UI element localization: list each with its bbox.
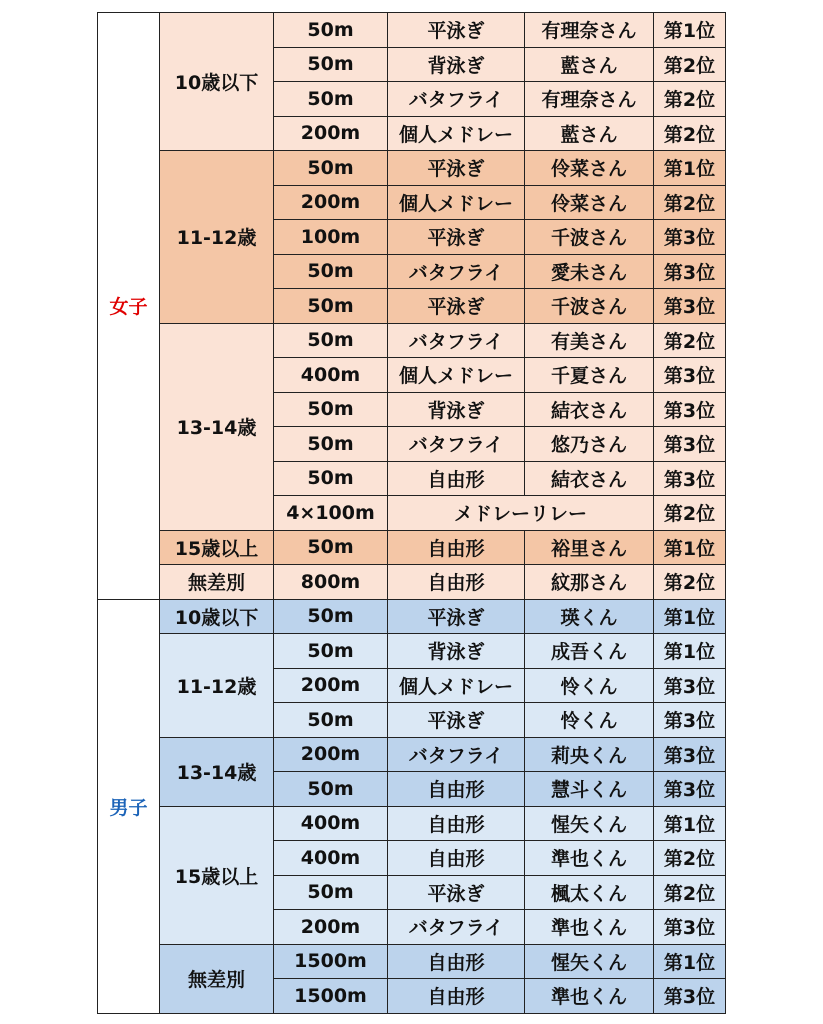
rank-cell: 第3位 bbox=[654, 772, 726, 807]
rank-cell: 第1位 bbox=[654, 13, 726, 48]
distance-cell: 200m bbox=[274, 668, 388, 703]
age-group-label: 13-14歳 bbox=[160, 323, 274, 530]
distance-cell: 50m bbox=[274, 461, 388, 496]
swimmer-name-cell: 裕里さん bbox=[525, 530, 654, 565]
event-cell: 背泳ぎ bbox=[388, 47, 525, 82]
rank-cell: 第1位 bbox=[654, 634, 726, 669]
table-row bbox=[98, 151, 726, 186]
distance-cell: 50m bbox=[274, 47, 388, 82]
swimmer-name-cell: 愛未さん bbox=[525, 254, 654, 289]
rank-cell: 第2位 bbox=[654, 47, 726, 82]
distance-cell: 50m bbox=[274, 13, 388, 48]
distance-cell: 50m bbox=[274, 254, 388, 289]
distance-cell: 400m bbox=[274, 358, 388, 393]
event-cell: 平泳ぎ bbox=[388, 599, 525, 634]
swimmer-name-cell: 紋那さん bbox=[525, 565, 654, 600]
swimmer-name-cell: 悠乃さん bbox=[525, 427, 654, 462]
table-row bbox=[98, 565, 726, 600]
event-cell: 自由形 bbox=[388, 772, 525, 807]
swimmer-name-cell: 伶菜さん bbox=[525, 151, 654, 186]
swimmer-name-cell: 怜くん bbox=[525, 668, 654, 703]
age-group-label: 13-14歳 bbox=[160, 737, 274, 806]
rank-cell: 第3位 bbox=[654, 427, 726, 462]
distance-cell: 50m bbox=[274, 392, 388, 427]
swimmer-name-cell: 結衣さん bbox=[525, 392, 654, 427]
distance-cell: 200m bbox=[274, 910, 388, 945]
distance-cell: 1500m bbox=[274, 979, 388, 1014]
distance-cell: 50m bbox=[274, 875, 388, 910]
rank-cell: 第3位 bbox=[654, 358, 726, 393]
distance-cell: 800m bbox=[274, 565, 388, 600]
age-group-label: 11-12歳 bbox=[160, 634, 274, 738]
age-group-label: 10歳以下 bbox=[160, 13, 274, 151]
rank-cell: 第3位 bbox=[654, 668, 726, 703]
rank-cell: 第3位 bbox=[654, 737, 726, 772]
swimmer-name-cell: 準也くん bbox=[525, 910, 654, 945]
event-cell: 個人メドレー bbox=[388, 668, 525, 703]
rank-cell: 第3位 bbox=[654, 289, 726, 324]
event-cell: 背泳ぎ bbox=[388, 634, 525, 669]
results-body bbox=[98, 13, 726, 1014]
distance-cell: 50m bbox=[274, 427, 388, 462]
distance-cell: 50m bbox=[274, 323, 388, 358]
event-cell: 個人メドレー bbox=[388, 358, 525, 393]
distance-cell: 200m bbox=[274, 185, 388, 220]
distance-cell: 50m bbox=[274, 530, 388, 565]
swimmer-name-cell: 成吾くん bbox=[525, 634, 654, 669]
distance-cell: 50m bbox=[274, 289, 388, 324]
table-row bbox=[98, 323, 726, 358]
event-cell: 平泳ぎ bbox=[388, 13, 525, 48]
rank-cell: 第2位 bbox=[654, 323, 726, 358]
distance-cell: 50m bbox=[274, 634, 388, 669]
event-cell: バタフライ bbox=[388, 82, 525, 117]
table-row bbox=[98, 634, 726, 669]
distance-cell: 4×100m bbox=[274, 496, 388, 531]
distance-cell: 200m bbox=[274, 116, 388, 151]
age-group-label: 11-12歳 bbox=[160, 151, 274, 324]
distance-cell: 400m bbox=[274, 841, 388, 876]
swimmer-name-cell: 準也くん bbox=[525, 979, 654, 1014]
event-cell: バタフライ bbox=[388, 910, 525, 945]
table-row bbox=[98, 530, 726, 565]
results-table bbox=[97, 12, 726, 1014]
rank-cell: 第1位 bbox=[654, 530, 726, 565]
event-cell: 自由形 bbox=[388, 944, 525, 979]
event-cell: 自由形 bbox=[388, 806, 525, 841]
distance-cell: 50m bbox=[274, 772, 388, 807]
swimmer-name-cell: 有理奈さん bbox=[525, 13, 654, 48]
gender-label-boys: 男子 bbox=[98, 599, 160, 1013]
rank-cell: 第2位 bbox=[654, 82, 726, 117]
swimmer-name-cell: 千夏さん bbox=[525, 358, 654, 393]
distance-cell: 400m bbox=[274, 806, 388, 841]
age-group-label: 15歳以上 bbox=[160, 530, 274, 565]
event-cell: 個人メドレー bbox=[388, 185, 525, 220]
gender-label-girls: 女子 bbox=[98, 13, 160, 600]
swimmer-name-cell: 結衣さん bbox=[525, 461, 654, 496]
event-cell: 平泳ぎ bbox=[388, 875, 525, 910]
event-cell: 平泳ぎ bbox=[388, 289, 525, 324]
event-cell: 自由形 bbox=[388, 530, 525, 565]
swimmer-name-cell: 楓太くん bbox=[525, 875, 654, 910]
rank-cell: 第3位 bbox=[654, 461, 726, 496]
age-group-label: 無差別 bbox=[160, 565, 274, 600]
event-cell: 平泳ぎ bbox=[388, 703, 525, 738]
table-row bbox=[98, 13, 726, 48]
distance-cell: 50m bbox=[274, 599, 388, 634]
event-cell: 個人メドレー bbox=[388, 116, 525, 151]
table-row bbox=[98, 599, 726, 634]
event-cell: 自由形 bbox=[388, 841, 525, 876]
rank-cell: 第2位 bbox=[654, 496, 726, 531]
rank-cell: 第2位 bbox=[654, 116, 726, 151]
distance-cell: 50m bbox=[274, 703, 388, 738]
distance-cell: 200m bbox=[274, 737, 388, 772]
rank-cell: 第3位 bbox=[654, 703, 726, 738]
event-cell: 平泳ぎ bbox=[388, 151, 525, 186]
swimmer-name-cell: 慧斗くん bbox=[525, 772, 654, 807]
event-cell: バタフライ bbox=[388, 737, 525, 772]
swimmer-name-cell: 怜くん bbox=[525, 703, 654, 738]
swimmer-name-cell: 藍さん bbox=[525, 47, 654, 82]
rank-cell: 第2位 bbox=[654, 185, 726, 220]
swimmer-name-cell: 千波さん bbox=[525, 289, 654, 324]
swimmer-name-cell: 瑛くん bbox=[525, 599, 654, 634]
event-cell: 自由形 bbox=[388, 565, 525, 600]
age-group-label: 15歳以上 bbox=[160, 806, 274, 944]
swimmer-name-cell: 有理奈さん bbox=[525, 82, 654, 117]
swimmer-name-cell: 有美さん bbox=[525, 323, 654, 358]
rank-cell: 第2位 bbox=[654, 875, 726, 910]
swimmer-name-cell: 藍さん bbox=[525, 116, 654, 151]
distance-cell: 1500m bbox=[274, 944, 388, 979]
rank-cell: 第3位 bbox=[654, 910, 726, 945]
rank-cell: 第1位 bbox=[654, 806, 726, 841]
event-cell: 背泳ぎ bbox=[388, 392, 525, 427]
event-cell: バタフライ bbox=[388, 323, 525, 358]
table-row bbox=[98, 737, 726, 772]
rank-cell: 第3位 bbox=[654, 979, 726, 1014]
rank-cell: 第1位 bbox=[654, 944, 726, 979]
event-cell: バタフライ bbox=[388, 427, 525, 462]
swimmer-name-cell: 準也くん bbox=[525, 841, 654, 876]
rank-cell: 第3位 bbox=[654, 392, 726, 427]
event-cell: バタフライ bbox=[388, 254, 525, 289]
table-row bbox=[98, 944, 726, 979]
swimmer-name-cell: 千波さん bbox=[525, 220, 654, 255]
distance-cell: 50m bbox=[274, 82, 388, 117]
rank-cell: 第2位 bbox=[654, 565, 726, 600]
event-cell: 平泳ぎ bbox=[388, 220, 525, 255]
rank-cell: 第1位 bbox=[654, 151, 726, 186]
event-cell: 自由形 bbox=[388, 461, 525, 496]
event-cell: メドレーリレー bbox=[388, 496, 654, 531]
distance-cell: 100m bbox=[274, 220, 388, 255]
swimmer-name-cell: 惺矢くん bbox=[525, 944, 654, 979]
age-group-label: 無差別 bbox=[160, 944, 274, 1013]
rank-cell: 第1位 bbox=[654, 599, 726, 634]
table-row bbox=[98, 806, 726, 841]
swimmer-name-cell: 伶菜さん bbox=[525, 185, 654, 220]
rank-cell: 第2位 bbox=[654, 841, 726, 876]
swimmer-name-cell: 惺矢くん bbox=[525, 806, 654, 841]
age-group-label: 10歳以下 bbox=[160, 599, 274, 634]
swimmer-name-cell: 莉央くん bbox=[525, 737, 654, 772]
event-cell: 自由形 bbox=[388, 979, 525, 1014]
rank-cell: 第3位 bbox=[654, 254, 726, 289]
rank-cell: 第3位 bbox=[654, 220, 726, 255]
distance-cell: 50m bbox=[274, 151, 388, 186]
